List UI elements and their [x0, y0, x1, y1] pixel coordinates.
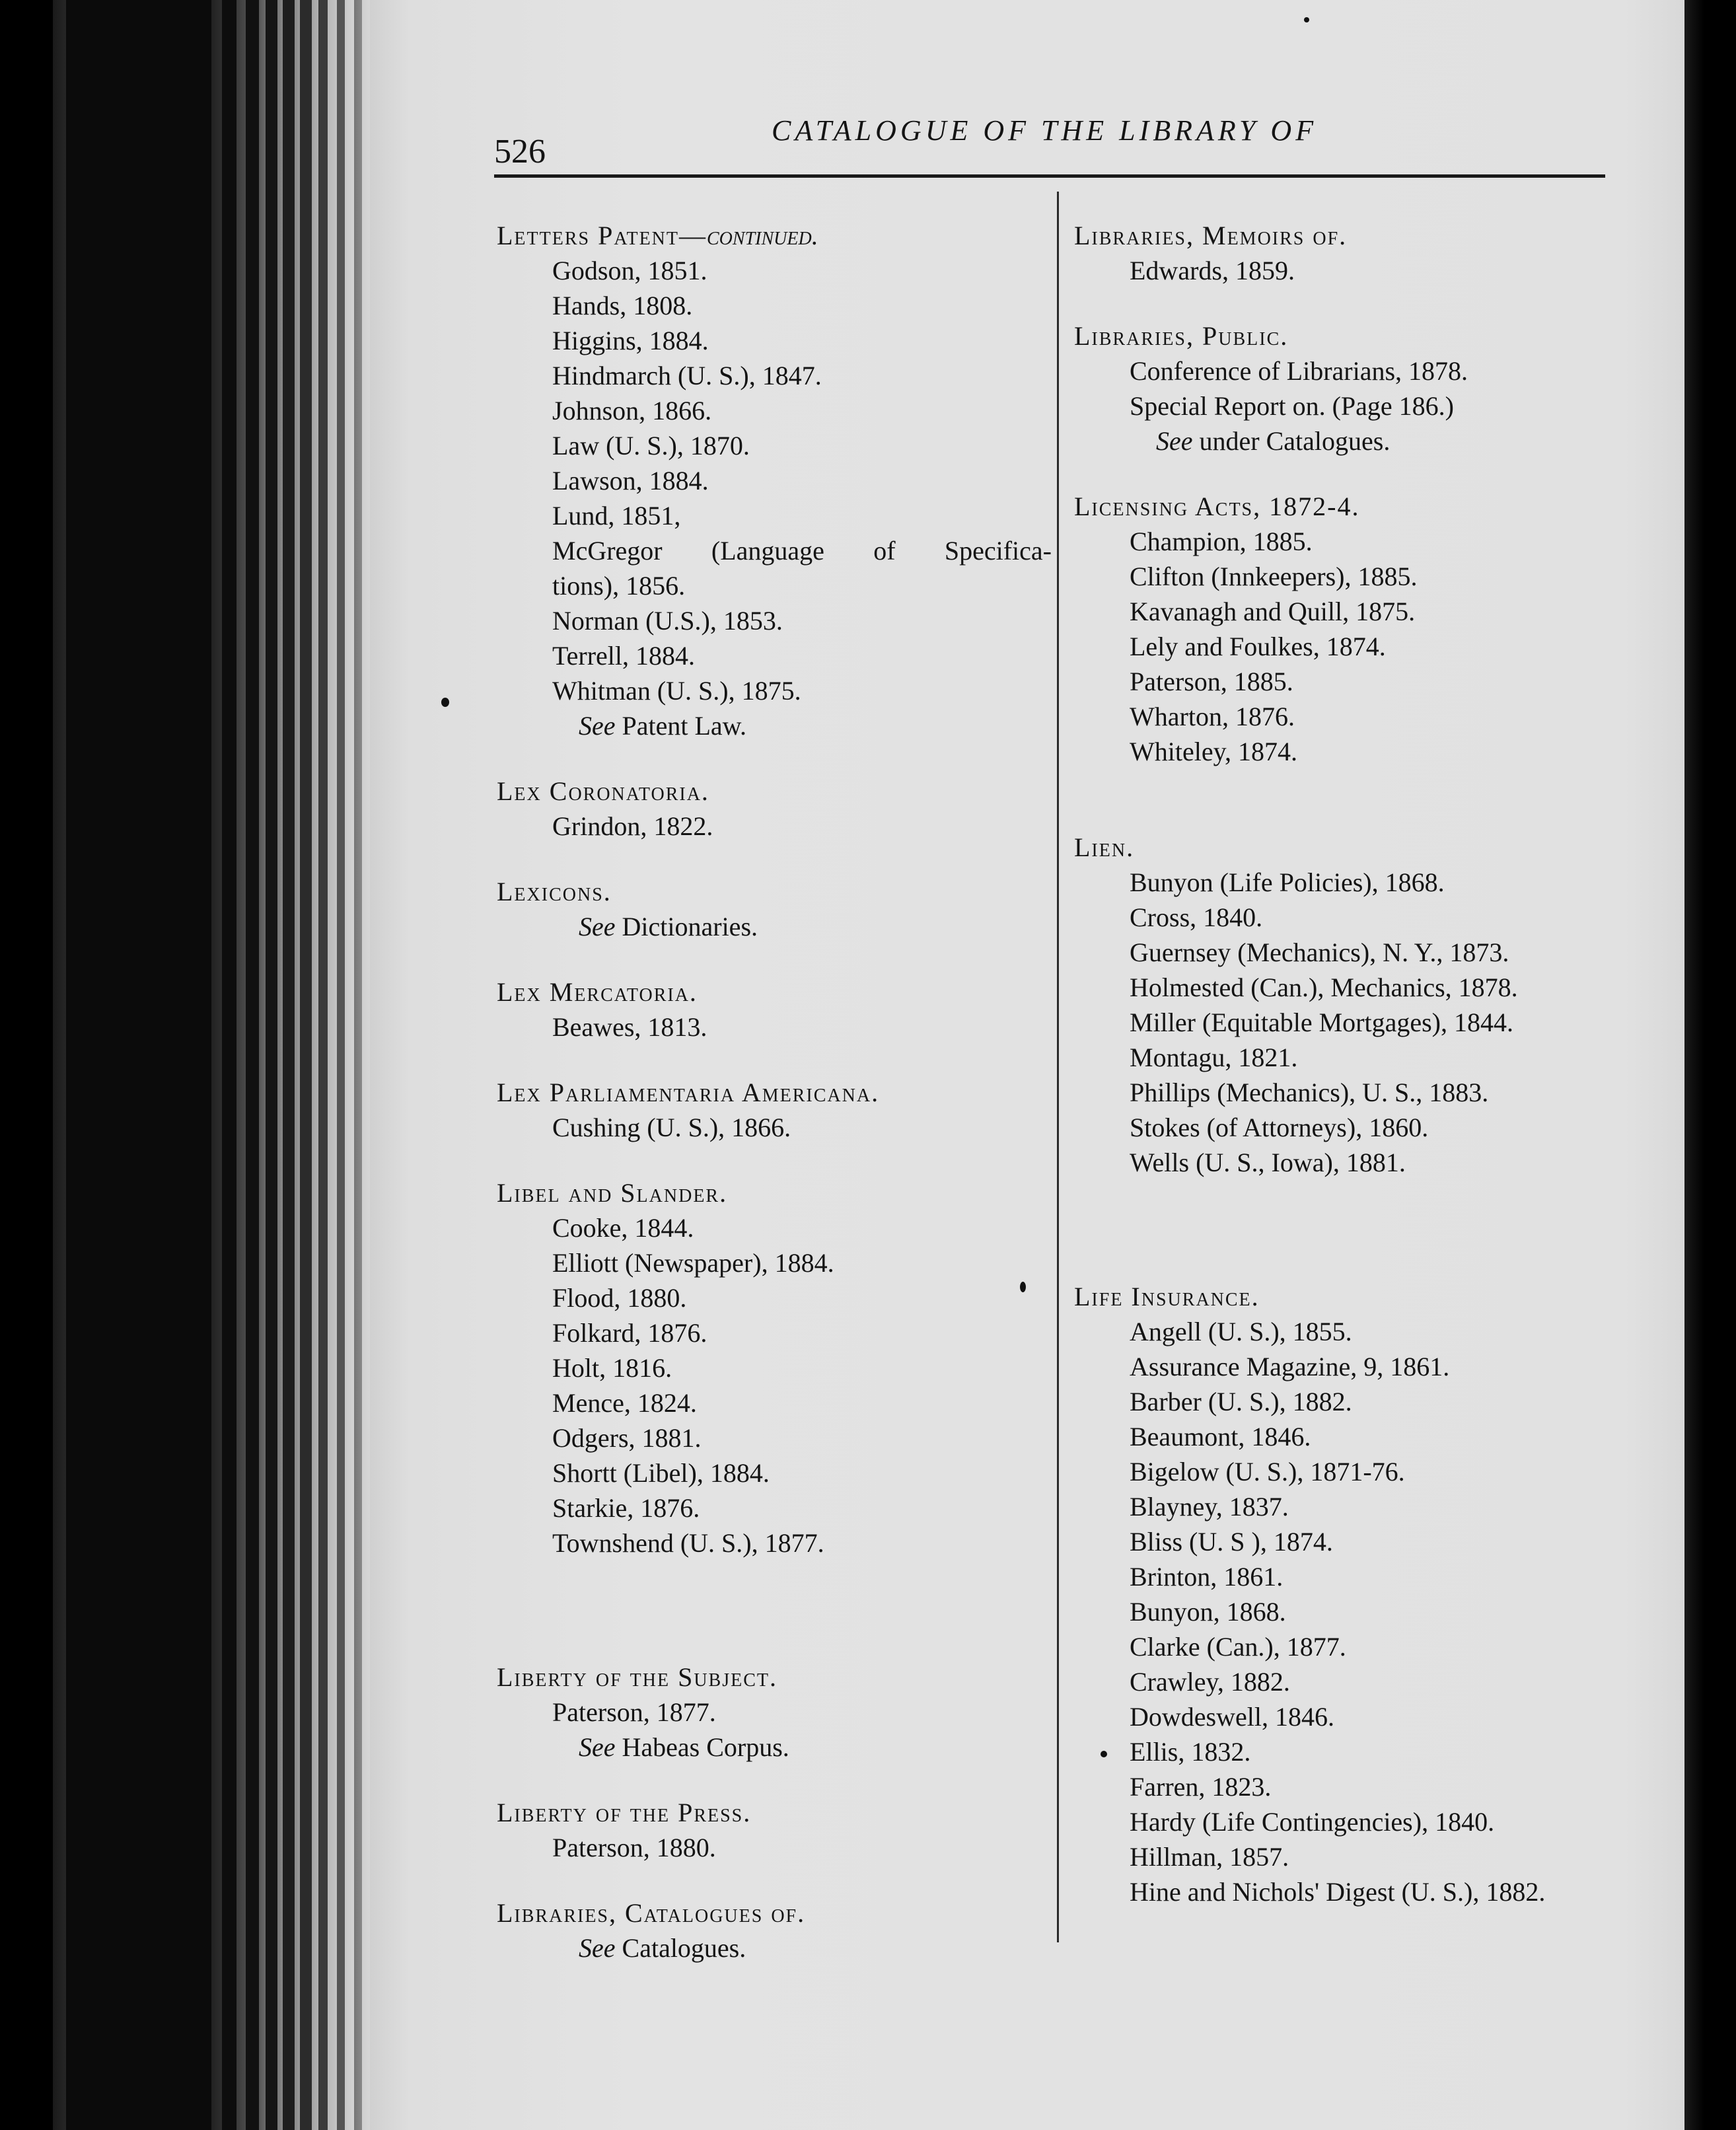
scan-speck — [1020, 1282, 1026, 1292]
entry: Paterson, 1885. — [1130, 667, 1293, 696]
entry: Starkie, 1876. — [552, 1493, 700, 1523]
entry: Cooke, 1844. — [552, 1213, 694, 1243]
heading-libel-and-slander: Libel and Slander. — [497, 1178, 728, 1208]
heading-life-insurance: Life Insurance. — [1074, 1282, 1260, 1311]
entry: Brinton, 1861. — [1130, 1562, 1284, 1592]
entry: Hine and Nichols' Digest (U. S.), 1882. — [1130, 1877, 1546, 1907]
entry: Miller (Equitable Mortgages), 1844. — [1130, 1008, 1513, 1037]
entry: Conference of Librarians, 1878. — [1130, 356, 1468, 386]
heading-lex-coronatoria: Lex Coronatoria. — [497, 776, 709, 806]
entry: Hands, 1808. — [552, 291, 693, 320]
entry: Hardy (Life Contingencies), 1840. — [1130, 1807, 1495, 1837]
heading-libraries-public: Libraries, Public. — [1074, 321, 1289, 351]
entry: Beaumont, 1846. — [1130, 1422, 1311, 1451]
entry: Holt, 1816. — [552, 1353, 672, 1383]
entry: Folkard, 1876. — [552, 1318, 707, 1348]
entry: Lund, 1851, — [552, 501, 681, 531]
entry: Law (U. S.), 1870. — [552, 431, 750, 460]
scan-speck — [1304, 17, 1309, 22]
entry: Lely and Foulkes, 1874. — [1130, 632, 1386, 661]
entry: Assurance Magazine, 9, 1861. — [1130, 1352, 1450, 1381]
heading-libraries-memoirs: Libraries, Memoirs of. — [1074, 221, 1348, 250]
entry: Mence, 1824. — [552, 1388, 697, 1418]
scan-speck — [441, 698, 449, 707]
entry: Guernsey (Mechanics), N. Y., 1873. — [1130, 937, 1509, 967]
header-rule — [494, 174, 1605, 178]
entry: Champion, 1885. — [1130, 527, 1313, 556]
entry: Godson, 1851. — [552, 256, 707, 285]
entry: Johnson, 1866. — [552, 396, 712, 425]
entry: Holmested (Can.), Mechanics, 1878. — [1130, 973, 1518, 1002]
entry: Hindmarch (U. S.), 1847. — [552, 361, 822, 390]
heading-libraries-catalogues: Libraries, Catalogues of. — [497, 1898, 806, 1928]
heading-lexicons: Lexicons. — [497, 877, 612, 906]
entry: Whitman (U. S.), 1875. — [552, 676, 801, 706]
entry: McGregor (Language of Specifica- — [552, 536, 1052, 566]
entry: Townshend (U. S.), 1877. — [552, 1528, 824, 1558]
entry: Whiteley, 1874. — [1130, 737, 1298, 766]
entry: Montagu, 1821. — [1130, 1043, 1298, 1072]
entry: Stokes (of Attorneys), 1860. — [1130, 1113, 1429, 1142]
entry: Paterson, 1877. — [552, 1697, 716, 1727]
entry: Bigelow (U. S.), 1871-76. — [1130, 1457, 1405, 1487]
page-number: 526 — [494, 133, 546, 170]
entry: Bunyon (Life Policies), 1868. — [1130, 867, 1445, 897]
entry: Terrell, 1884. — [552, 641, 696, 671]
entry: Dowdeswell, 1846. — [1130, 1702, 1334, 1732]
see-reference: See Catalogues. — [579, 1933, 746, 1963]
see-reference: See Habeas Corpus. — [579, 1732, 789, 1762]
entry: Crawley, 1882. — [1130, 1667, 1290, 1697]
entry: Kavanagh and Quill, 1875. — [1130, 597, 1416, 626]
entry: Odgers, 1881. — [552, 1423, 702, 1453]
entry: Cushing (U. S.), 1866. — [552, 1113, 791, 1142]
heading-liberty-of-the-press: Liberty of the Press. — [497, 1798, 752, 1827]
entry: Clifton (Innkeepers), 1885. — [1130, 562, 1418, 591]
heading-lien: Lien. — [1074, 832, 1135, 862]
entry: Grindon, 1822. — [552, 811, 713, 841]
entry: Flood, 1880. — [552, 1283, 687, 1313]
entry: Farren, 1823. — [1130, 1772, 1272, 1802]
entry: Wells (U. S., Iowa), 1881. — [1130, 1148, 1406, 1177]
heading-letters-patent: Letters Patent—continued. — [497, 221, 818, 250]
entry: Blayney, 1837. — [1130, 1492, 1289, 1522]
entry: Cross, 1840. — [1130, 902, 1263, 932]
see-reference: See Dictionaries. — [579, 912, 758, 941]
heading-lex-mercatoria: Lex Mercatoria. — [497, 977, 698, 1007]
book-page-edges — [0, 0, 370, 2130]
entry: Barber (U. S.), 1882. — [1130, 1387, 1352, 1416]
entry: Lawson, 1884. — [552, 466, 709, 496]
entry: Elliott (Newspaper), 1884. — [552, 1248, 834, 1278]
scan-speck — [1101, 1751, 1107, 1757]
entry: Clarke (Can.), 1877. — [1130, 1632, 1346, 1662]
entry: Hillman, 1857. — [1130, 1842, 1289, 1872]
heading-licensing-acts: Licensing Acts, 1872-4. — [1074, 492, 1360, 521]
entry: Shortt (Libel), 1884. — [552, 1458, 770, 1488]
heading-lex-parliamentaria: Lex Parliamentaria Americana. — [497, 1078, 880, 1107]
entry: Bunyon, 1868. — [1130, 1597, 1286, 1627]
entry: Phillips (Mechanics), U. S., 1883. — [1130, 1078, 1489, 1107]
see-reference: See under Catalogues. — [1156, 426, 1391, 456]
entry: Edwards, 1859. — [1130, 256, 1295, 285]
entry: Wharton, 1876. — [1130, 702, 1295, 731]
entry: Higgins, 1884. — [552, 326, 709, 355]
entry: Ellis, 1832. — [1130, 1737, 1251, 1767]
entry: Norman (U.S.), 1853. — [552, 606, 783, 636]
entry: Beawes, 1813. — [552, 1012, 707, 1042]
left-column — [497, 218, 1052, 1965]
column-rule — [1057, 192, 1059, 1942]
entry: Paterson, 1880. — [552, 1833, 716, 1862]
entry: Bliss (U. S ), 1874. — [1130, 1527, 1333, 1557]
right-page-edge — [1684, 0, 1736, 2130]
entry: Special Report on. (Page 186.) — [1130, 391, 1454, 421]
entry: Angell (U. S.), 1855. — [1130, 1317, 1352, 1346]
heading-liberty-of-the-subject: Liberty of the Subject. — [497, 1662, 778, 1692]
right-column — [1074, 218, 1642, 1909]
running-head: CATALOGUE OF THE LIBRARY OF — [772, 114, 1318, 147]
see-reference: See Patent Law. — [579, 711, 746, 741]
entry: tions), 1856. — [552, 571, 686, 601]
